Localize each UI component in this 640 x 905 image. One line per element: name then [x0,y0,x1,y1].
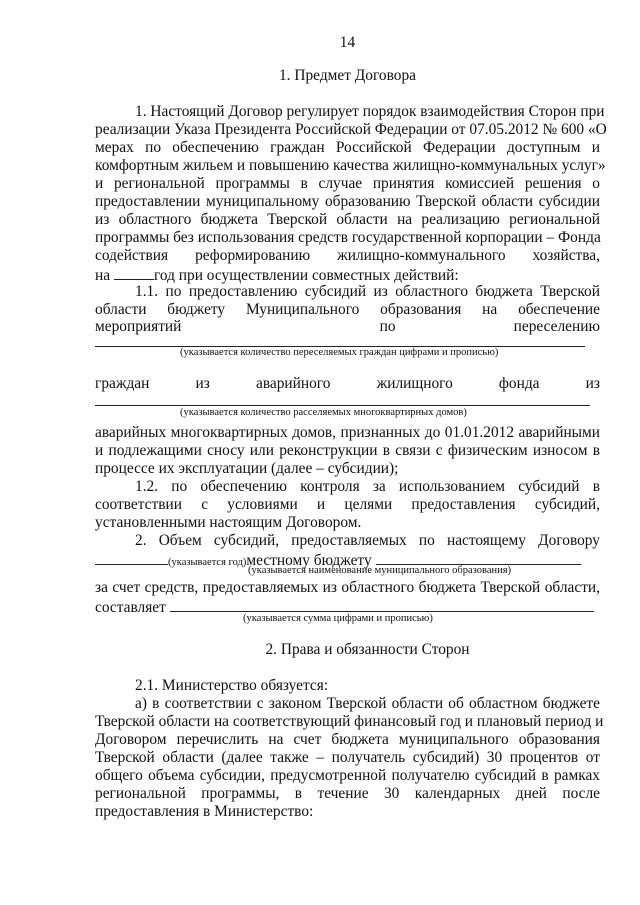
clause-2-line: 2. Объем субсидий, предоставляемых по настоящему Договору [135,532,600,549]
clause-a-line: а) в соответствии с законом Тверской области об областном бюджете [135,695,600,712]
blank-line-houses-count [95,405,590,406]
paragraph-1-last-line [95,265,600,285]
clause-a-end: предоставления в Министерство: [95,803,314,820]
word: аварийного [255,375,331,392]
year-blank [95,550,168,565]
clause-1-2-line: 1.2. по обеспечению контроля за использованием субсидий в [135,478,600,495]
clause-a-line: региональной программы, в течение 30 календарных дней после [95,785,600,802]
clause-a-line: Договором перечислить на счет бюджета муниципального образования [95,731,600,748]
year-caption: (указывается год) [168,557,247,568]
paragraph-1-line: из областного бюджета Тверской области на реализацию региональной [95,211,600,228]
text-year-action: год при осуществлении совместных действий: [153,267,459,284]
clause-a-line: Тверской области на соответствующий финансовый год и плановый период и [95,713,604,730]
caption-amount: (указывается сумма цифрами и прописью) [243,613,433,624]
amount-blank [170,597,594,612]
word: переселению [513,318,600,335]
word: фонда [498,375,540,392]
caption-citizens-count: (указывается количество переселяемых граждан цифрами и прописью) [180,347,499,358]
clause-2-funds-line: за счет средств, предоставляемых из областного бюджета Тверской области, [95,579,600,596]
paragraph-1-line: 1. Настоящий Договор регулирует порядок взаимодействия Сторон при [135,103,605,120]
paragraph-1-line: мерах по обеспечению граждан Российской Федерации доступным и [95,139,600,156]
clause-2-1: 2.1. Министерство обязуется: [135,677,329,694]
clause-1-2-end: установленными настоящим Договором. [95,514,362,531]
caption-houses-count: (указывается количество расселяемых многоквартирных домов) [180,407,467,418]
word: по [379,318,396,335]
clause-1-1-end: процессе их эксплуатации (далее – субсидии); [95,460,399,477]
clause-1-1-cont-line: и подлежащими сносу или реконструкции в связи с физическим износом в [95,442,600,459]
text-amount: составляет [95,599,166,616]
clause-1-1-cont-line: аварийных многоквартирных домов, признанных до 01.01.2012 аварийными [95,424,600,441]
section-1-title: 1. Предмет Договора [278,67,416,84]
word: из [195,375,210,392]
clause-a-line: общего объема субсидии, предусмотренной получателю субсидий в рамках [95,767,600,784]
word: жилищного [376,375,453,392]
year-blank [114,265,154,280]
paragraph-1-line: содействия реформированию жилищно-коммунального хозяйства, [95,247,600,264]
clause-1-2-line: соответствии с условиями и целями предоставления субсидий, [95,496,600,513]
clause-1-1-line: 1.1. по предоставлению субсидий из областного бюджета Тверской [135,283,600,300]
clause-a-line: Тверской области (далее также – получатель субсидий) 30 процентов от [95,749,600,766]
clause-1-1-words [95,318,600,336]
paragraph-1-line: и региональной программы в случае принятия комиссией решения о [95,175,600,192]
paragraph-1-line: реализации Указа Президента Российской Федерации от 07.05.2012 № 600 «О [95,121,607,138]
text-local-budget: местному бюджету [246,552,372,569]
page-number: 14 [339,34,356,51]
text-na: на [95,267,111,284]
section-2-title: 2. Права и обязанности Сторон [265,641,470,658]
citizens-words-line [95,375,600,393]
word: мероприятий [95,318,182,335]
word: граждан [95,375,150,392]
municipality-blank [376,550,581,565]
paragraph-1-line: комфортным жильем и повышению качества жилищно-коммунальных услуг» [95,157,606,174]
word: из [585,375,600,392]
caption-municipality: (указывается наименование муниципального образования) [248,565,512,576]
paragraph-1-line: предоставлении муниципальному образованию Тверской области субсидии [95,193,600,210]
clause-1-1-line: области бюджету Муниципального образования на обеспечение [95,301,600,318]
paragraph-1-line: программы без использования средств государственной корпорации – Фонда [95,229,601,246]
